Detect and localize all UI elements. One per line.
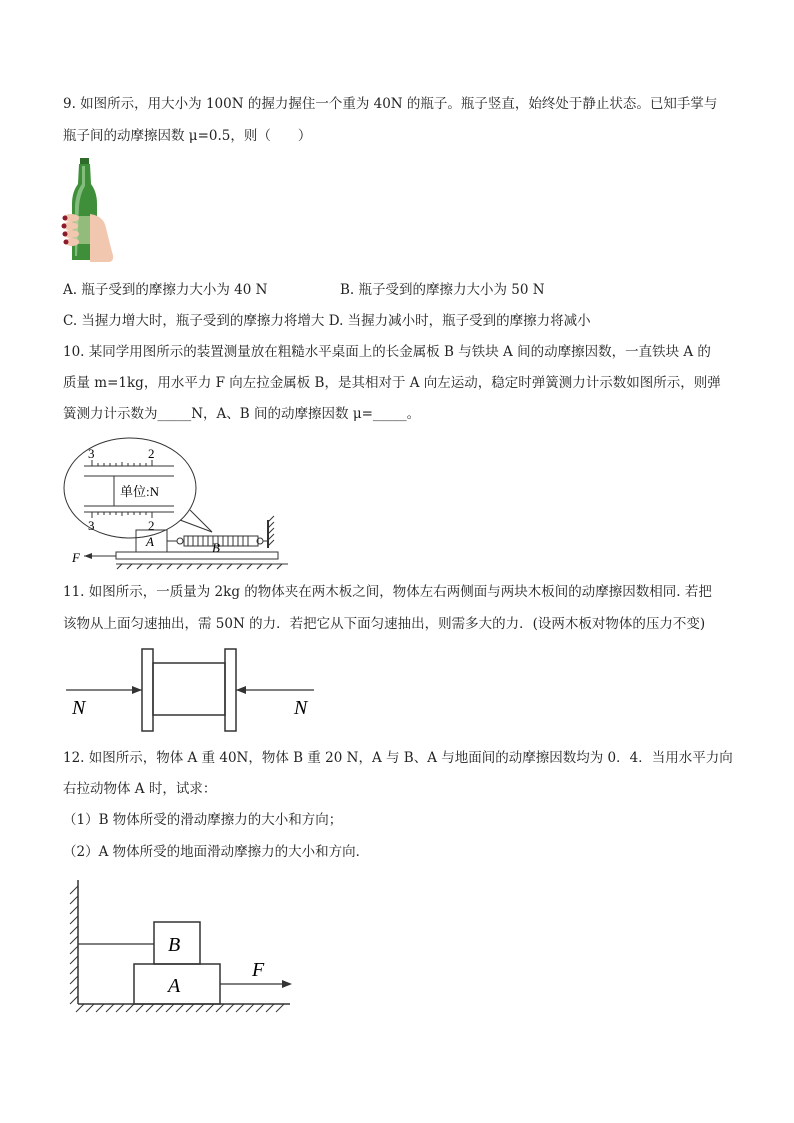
q9-option-c-d: C. 当握力增大时，瓶子受到的摩擦力将增大 D. 当握力减小时，瓶子受到的摩擦力将减小: [63, 313, 591, 329]
q10-text-line2: 质量 m=1kg，用水平力 F 向左拉金属板 B，是其相对于 A 向左运动，稳定时弹簧测力计示数如图所示，则弹: [63, 375, 721, 391]
q10-text-line3: 簧测力计示数为_____N，A、B 间的动摩擦因数 μ=_____。: [63, 406, 421, 422]
right-force-label: N: [294, 697, 308, 719]
spring-scale-figure: [62, 436, 292, 570]
bottle-in-hand-image: [60, 156, 120, 264]
q11-text-line2: 该物从上面匀速抽出，需 50N 的力．若把它从下面匀速抽出，则需多大的力．(设两木板对物体的压力不变): [63, 616, 706, 632]
bottom-tick-2: 2: [148, 518, 155, 533]
q9-option-a: A. 瓶子受到的摩擦力大小为 40 N: [63, 282, 268, 298]
q11-text-line1: 11. 如图所示，一质量为 2kg 的物体夹在两木板之间，物体左右两侧面与两块木板间的动摩擦因数相同. 若把: [63, 584, 712, 600]
clamped-block-figure: [62, 644, 324, 734]
top-tick-2: 2: [148, 446, 155, 461]
q9-text-line1: 9. 如图所示，用大小为 100N 的握力握住一个重为 40N 的瓶子。瓶子竖直，始终处于静止状态。已知手掌与: [63, 96, 718, 112]
q9-text-line2: 瓶子间的动摩擦因数 μ=0.5，则（ ）: [63, 128, 312, 144]
q12-sub-question-2: （2）A 物体所受的地面滑动摩擦力的大小和方向．: [63, 844, 370, 860]
q9-option-b: B. 瓶子受到的摩擦力大小为 50 N: [340, 282, 545, 298]
q12-sub-question-1: （1）B 物体所受的滑动摩擦力的大小和方向；: [63, 812, 343, 828]
stacked-blocks-figure: [64, 876, 300, 1016]
q12-text-line1: 12. 如图所示，物体 A 重 40N，物体 B 重 20 N，A 与 B、A 与地面间的动摩擦因数均为 0．4．当用水平力向: [63, 750, 733, 766]
unit-label: 单位:N: [120, 484, 160, 499]
force-f-label: F: [72, 550, 80, 565]
block-a-label-q12: A: [168, 975, 181, 997]
force-f-label-q12: F: [252, 959, 265, 981]
left-force-label: N: [72, 697, 86, 719]
q10-text-line1: 10. 某同学用图所示的装置测量放在粗糙水平桌面上的长金属板 B 与铁块 A 间的动摩擦因数，一直铁块 A 的: [63, 344, 711, 360]
block-b-label: B: [168, 934, 181, 956]
block-a-label: A: [146, 534, 154, 549]
q12-text-line2: 右拉动物体 A 时，试求：: [63, 781, 217, 797]
top-tick-3: 3: [88, 446, 95, 461]
bottom-tick-3: 3: [88, 518, 95, 533]
board-b-label: B: [212, 540, 220, 555]
